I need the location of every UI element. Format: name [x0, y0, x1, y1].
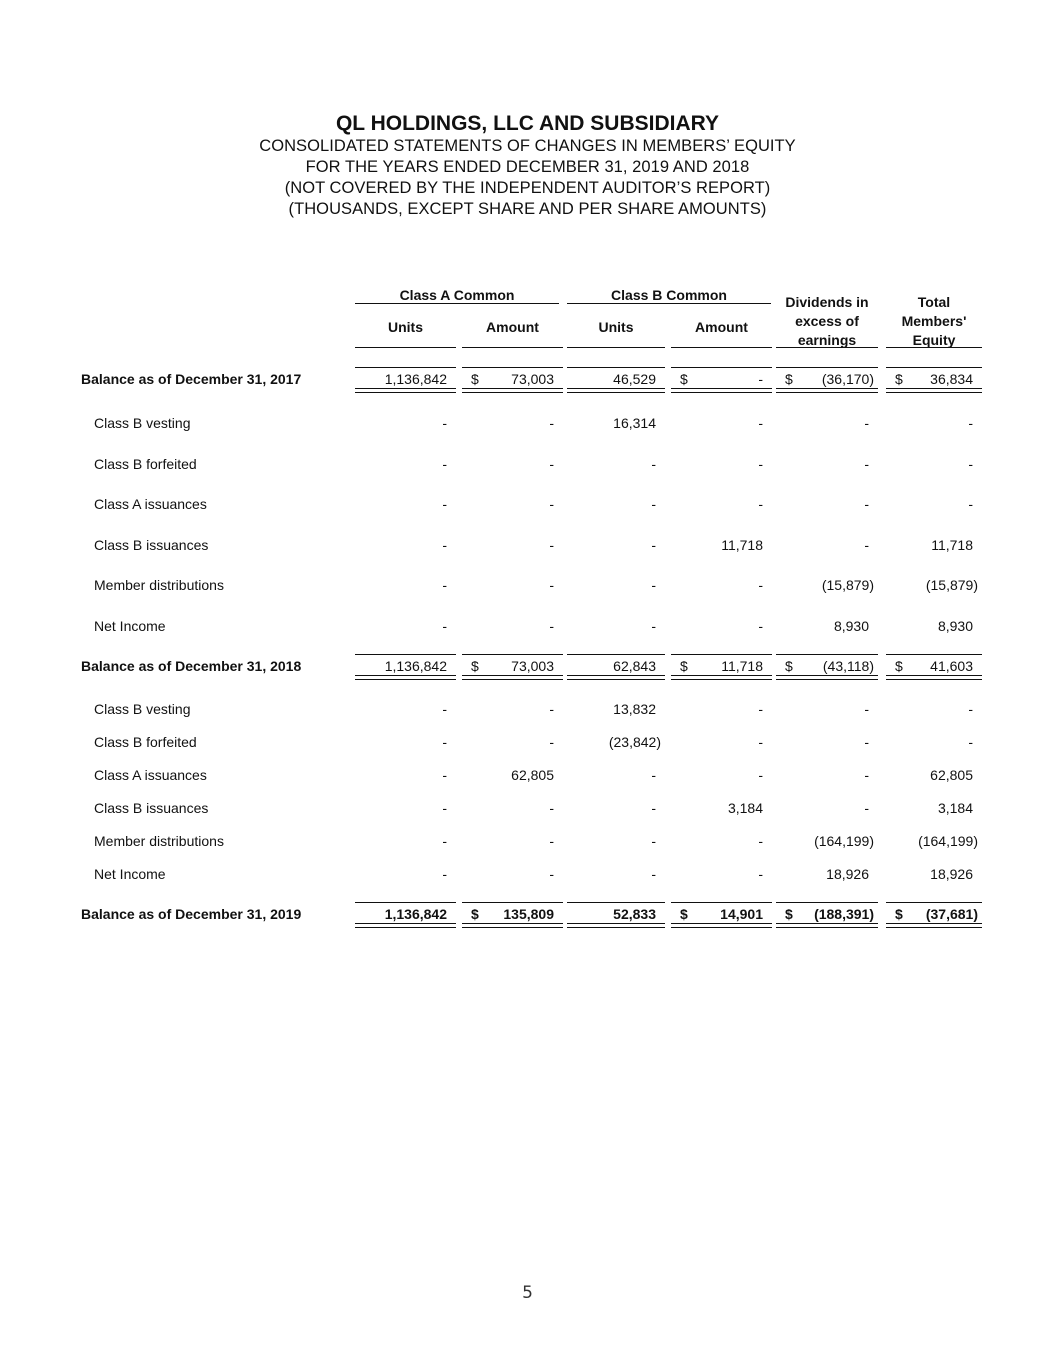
table-cell: 18,926 [930, 866, 973, 882]
table-cell: - [442, 618, 447, 634]
table-cell: 18,926 [826, 866, 869, 882]
row-label: Net Income [94, 866, 166, 882]
balance-top-rule [886, 654, 982, 655]
table-cell: - [864, 701, 869, 717]
table-cell: - [549, 800, 554, 816]
balance-top-rule [776, 902, 878, 903]
table-cell: - [651, 767, 656, 783]
table-cell: - [442, 537, 447, 553]
table-cell: - [758, 496, 763, 512]
table-cell: - [442, 701, 447, 717]
balance-double-underline [671, 675, 772, 680]
table-cell: - [758, 833, 763, 849]
table-cell: - [442, 800, 447, 816]
class-b-group-header: Class B Common [611, 287, 727, 303]
col-header-dividends-line3: earnings [797, 332, 857, 348]
balance-cell: 14,901 [720, 906, 763, 922]
row-label: Net Income [94, 618, 166, 634]
balance-cell: 11,718 [721, 658, 763, 674]
balance-top-rule [567, 367, 665, 368]
table-cell: - [864, 415, 869, 431]
balance-double-underline [567, 388, 665, 393]
table-cell: - [864, 537, 869, 553]
balance-double-underline [355, 923, 456, 928]
table-cell: - [758, 577, 763, 593]
balance-double-underline [567, 923, 665, 928]
col-header-dividends-line2: excess of [795, 313, 859, 329]
balance-cell: 135,809 [503, 906, 554, 922]
balance-cell: 46,529 [613, 371, 656, 387]
balance-double-underline [462, 388, 563, 393]
table-cell: - [549, 618, 554, 634]
currency-symbol: $ [895, 906, 903, 922]
table-cell: - [442, 866, 447, 882]
row-label: Class B vesting [94, 415, 191, 431]
table-cell: (164,199) [814, 833, 874, 849]
balance-cell: - [758, 371, 763, 387]
table-cell: - [864, 767, 869, 783]
units-note: (THOUSANDS, EXCEPT SHARE AND PER SHARE AMOUNTS) [288, 200, 767, 218]
currency-symbol: $ [785, 658, 793, 674]
balance-cell: 1,136,842 [384, 906, 447, 922]
table-cell: - [442, 833, 447, 849]
table-cell: - [442, 767, 447, 783]
balance-top-rule [355, 902, 456, 903]
row-label: Class B forfeited [94, 734, 197, 750]
balance-top-rule [462, 902, 563, 903]
balance-cell: 62,843 [613, 658, 656, 674]
balance-top-rule [886, 902, 982, 903]
table-cell: - [758, 866, 763, 882]
currency-symbol: $ [895, 658, 903, 674]
table-cell: (23,842) [608, 734, 661, 750]
balance-row-label: Balance as of December 31, 2018 [81, 658, 302, 674]
balance-cell: 73,003 [511, 371, 554, 387]
table-cell: (15,879) [821, 577, 874, 593]
currency-symbol: $ [785, 371, 793, 387]
audit-note: (NOT COVERED BY THE INDEPENDENT AUDITOR’S REPORT) [284, 179, 771, 197]
table-cell: - [549, 866, 554, 882]
balance-top-rule [462, 654, 563, 655]
balance-double-underline [776, 388, 878, 393]
balance-top-rule [776, 367, 878, 368]
col-header-class-a-units: Units [388, 319, 423, 335]
table-cell: - [758, 767, 763, 783]
table-cell: - [864, 800, 869, 816]
table-cell: - [651, 456, 656, 472]
table-cell: 8,930 [833, 618, 869, 634]
balance-double-underline [671, 923, 772, 928]
balance-top-rule [776, 654, 878, 655]
row-label: Class A issuances [94, 767, 207, 783]
balance-double-underline [567, 675, 665, 680]
table-cell: - [549, 456, 554, 472]
col-header-total-line1: Total [917, 294, 951, 310]
table-cell: - [758, 415, 763, 431]
balance-top-rule [567, 902, 665, 903]
balance-double-underline [776, 675, 878, 680]
table-cell: - [651, 537, 656, 553]
table-cell: - [968, 415, 973, 431]
col-header-underline [567, 347, 665, 348]
table-cell: - [549, 833, 554, 849]
col-header-dividends-line1: Dividends in [785, 294, 869, 310]
col-header-total-line2: Members' [901, 313, 967, 329]
company-name: QL HOLDINGS, LLC AND SUBSIDIARY [335, 112, 720, 135]
balance-cell: 1,136,842 [384, 658, 447, 674]
currency-symbol: $ [895, 371, 903, 387]
table-cell: - [968, 701, 973, 717]
table-cell: - [549, 537, 554, 553]
balance-double-underline [886, 675, 982, 680]
table-cell: - [864, 456, 869, 472]
table-cell: - [651, 496, 656, 512]
table-cell: - [651, 800, 656, 816]
table-cell: - [549, 577, 554, 593]
row-label: Class B vesting [94, 701, 191, 717]
balance-row-label: Balance as of December 31, 2019 [81, 906, 302, 922]
col-header-class-b-amount: Amount [695, 319, 748, 335]
balance-cell: (36,170) [821, 371, 874, 387]
table-cell: - [442, 456, 447, 472]
currency-symbol: $ [471, 906, 479, 922]
currency-symbol: $ [471, 658, 479, 674]
balance-top-rule [567, 654, 665, 655]
table-cell: - [758, 701, 763, 717]
balance-cell: 36,834 [930, 371, 973, 387]
balance-top-rule [355, 654, 456, 655]
balance-cell: 1,136,842 [384, 371, 447, 387]
col-header-underline [776, 347, 878, 348]
col-header-total-line3: Equity [912, 332, 956, 348]
balance-cell: 52,833 [613, 906, 656, 922]
table-cell: - [968, 734, 973, 750]
table-cell: - [651, 833, 656, 849]
col-header-underline [671, 347, 772, 348]
table-cell: - [758, 618, 763, 634]
row-label: Class A issuances [94, 496, 207, 512]
balance-top-rule [671, 367, 772, 368]
document-header [0, 112, 1055, 220]
table-cell: 16,314 [613, 415, 656, 431]
balance-top-rule [886, 367, 982, 368]
table-cell: - [442, 496, 447, 512]
table-cell: - [549, 701, 554, 717]
balance-top-rule [671, 654, 772, 655]
row-label: Class B issuances [94, 800, 209, 816]
table-cell: - [758, 734, 763, 750]
balance-cell: (43,118) [822, 658, 874, 674]
table-cell: - [968, 456, 973, 472]
row-label: Class B issuances [94, 537, 209, 553]
table-cell: 3,184 [727, 800, 763, 816]
currency-symbol: $ [785, 906, 793, 922]
col-header-underline [355, 347, 456, 348]
table-cell: 8,930 [937, 618, 973, 634]
table-cell: (164,199) [918, 833, 978, 849]
col-header-underline [462, 347, 563, 348]
table-cell: 11,718 [931, 537, 973, 553]
balance-double-underline [355, 388, 456, 393]
table-cell: - [549, 734, 554, 750]
table-cell: 62,805 [511, 767, 554, 783]
table-cell: - [442, 415, 447, 431]
table-cell: - [549, 496, 554, 512]
row-label: Class B forfeited [94, 456, 197, 472]
balance-row-label: Balance as of December 31, 2017 [81, 371, 302, 387]
col-header-class-a-amount: Amount [486, 319, 539, 335]
col-header-class-b-units: Units [598, 319, 634, 335]
col-header-underline [886, 347, 982, 348]
currency-symbol: $ [680, 658, 688, 674]
table-cell: - [864, 734, 869, 750]
statement-title: CONSOLIDATED STATEMENTS OF CHANGES IN MEMBERS’ EQUITY [259, 137, 796, 155]
table-cell: - [758, 456, 763, 472]
balance-cell: 41,603 [930, 658, 973, 674]
period-line: FOR THE YEARS ENDED DECEMBER 31, 2019 AND 2018 [305, 158, 750, 176]
table-cell: - [651, 866, 656, 882]
table-cell: 62,805 [930, 767, 973, 783]
table-cell: 13,832 [613, 701, 656, 717]
balance-top-rule [671, 902, 772, 903]
table-cell: - [442, 734, 447, 750]
balance-double-underline [886, 388, 982, 393]
table-cell: - [864, 496, 869, 512]
row-label: Member distributions [94, 833, 224, 849]
row-label: Member distributions [94, 577, 224, 593]
balance-top-rule [462, 367, 563, 368]
currency-symbol: $ [471, 371, 479, 387]
class-b-group-underline [567, 303, 771, 304]
table-cell: 3,184 [937, 800, 973, 816]
currency-symbol: $ [680, 371, 688, 387]
table-cell: 11,718 [721, 537, 763, 553]
balance-double-underline [776, 923, 878, 928]
balance-double-underline [462, 923, 563, 928]
balance-cell: (37,681) [925, 906, 978, 922]
balance-double-underline [355, 675, 456, 680]
balance-cell: (188,391) [814, 906, 874, 922]
class-a-group-underline [355, 303, 559, 304]
table-cell: - [968, 496, 973, 512]
balance-double-underline [671, 388, 772, 393]
table-cell: - [651, 577, 656, 593]
table-cell: - [442, 577, 447, 593]
page-number: 5 [522, 1283, 533, 1303]
table-cell: - [549, 415, 554, 431]
balance-double-underline [462, 675, 563, 680]
class-a-group-header: Class A Common [399, 287, 515, 303]
currency-symbol: $ [680, 906, 688, 922]
balance-top-rule [355, 367, 456, 368]
balance-double-underline [886, 923, 982, 928]
balance-cell: 73,003 [511, 658, 554, 674]
table-cell: - [651, 618, 656, 634]
table-cell: (15,879) [925, 577, 978, 593]
